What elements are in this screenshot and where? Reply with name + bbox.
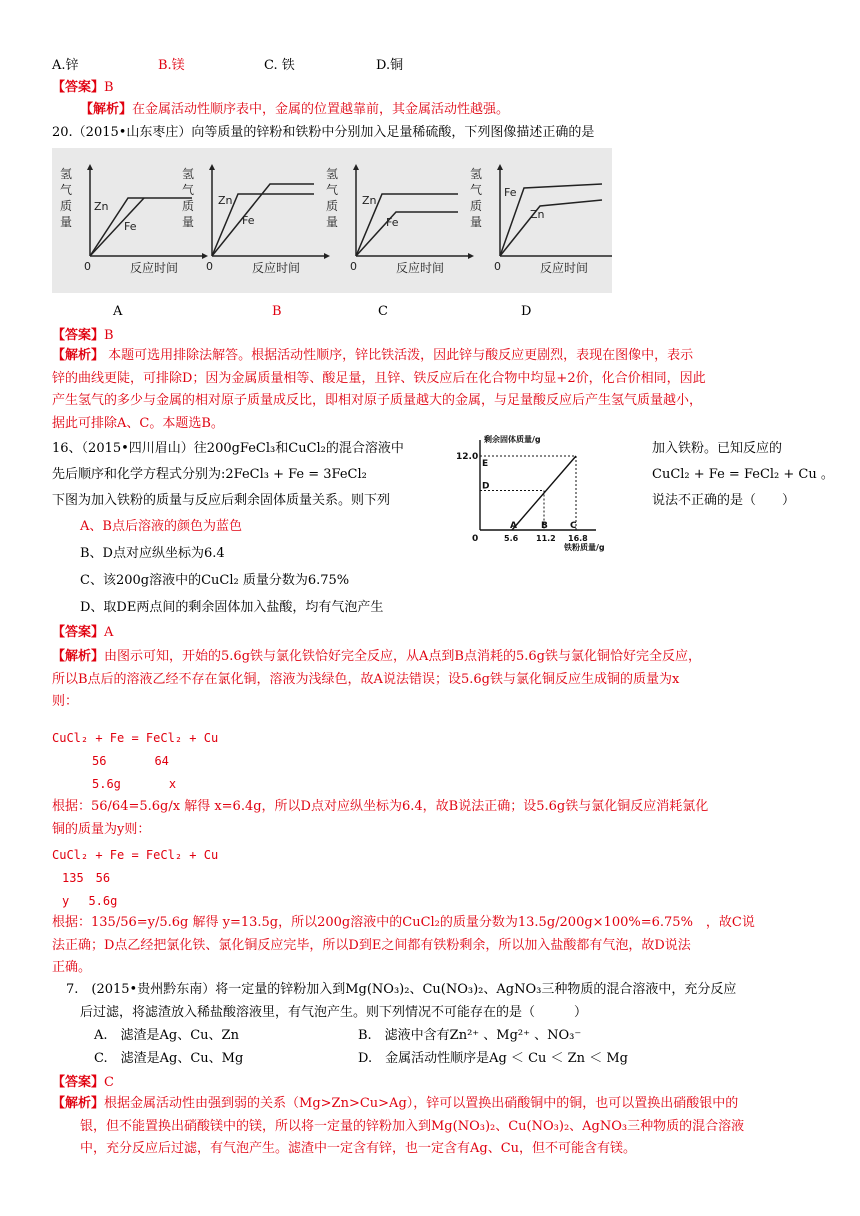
zn-label: Zn	[362, 194, 377, 207]
q7-answer	[52, 1074, 114, 1092]
x-tick-label: 5.6	[504, 534, 519, 543]
q16-equation1: CuCl₂ + Fe = FeCl₂ + Cu	[52, 731, 219, 745]
analysis-tag: 【解析】	[52, 649, 105, 664]
analysis-line: 据此可排除A、C。本题选B。	[52, 415, 224, 431]
q16-stem-line1: 16、（2015•四川眉山）往200gFeCl₃和CuCl₂的混合溶液中	[52, 441, 404, 456]
x-axis-arrow	[324, 253, 330, 259]
fe-label: Fe	[124, 220, 137, 233]
stem-line: 后过滤，将滤渣放入稀盐酸溶液里，有气泡产生。则下列情况不可能存在的是（ ）	[80, 1004, 588, 1020]
q16-equation2: CuCl₂ + Fe = FeCl₂ + Cu	[52, 848, 219, 862]
x-tick-label: 11.2	[536, 534, 556, 543]
answer-tag: 【答案】	[52, 80, 105, 95]
q16-analysis	[52, 646, 832, 714]
origin-label: 0	[494, 260, 501, 273]
analysis-line: 铜的质量为y则：	[52, 821, 151, 837]
q19-analysis	[80, 101, 509, 119]
q7-option-b: B. 滤液中含有Zn²⁺ 、Mg²⁺ 、NO₃⁻	[358, 1028, 582, 1043]
y-axis-label: 质	[326, 199, 339, 213]
analysis-line: 根据金属活动性由强到弱的关系（Mg>Zn>Cu>Ag），锌可以置换出硝酸铜中的铜，也可以置换出硝酸银中的	[104, 1096, 739, 1111]
q20-label-a: A	[113, 304, 123, 319]
origin-label: 0	[84, 260, 91, 273]
analysis-line: 正确。	[52, 960, 92, 975]
y-axis-label: 质	[470, 199, 483, 213]
analysis-line: 中，充分反应后过滤，有气泡产生。滤渣中一定含有锌，也一定含有Ag、Cu，但不可能含有镁。	[80, 1141, 637, 1156]
q16-option-a: A、B点后溶液的颜色为蓝色	[80, 519, 242, 534]
q16-stem-line3: 下图为加入铁粉的质量与反应后剩余固体质量关系。则下列	[52, 493, 391, 508]
q16-equation1-values: 5.6g x	[92, 777, 177, 791]
q16-answer	[52, 624, 113, 642]
y-axis-label: 量	[326, 215, 339, 229]
answer-value: B	[104, 328, 114, 343]
analysis-line: 银，但不能置换出硝酸镁中的镁，所以将一定量的锌粉加入到Mg(NO₃)₂、Cu(NO₃)₂、AgNO₃三种物质的混合溶液	[80, 1118, 745, 1134]
y-axis-arrow	[353, 164, 359, 170]
q16-equation2-values: y 5.6g	[62, 894, 118, 908]
q16-stem-line3-right: 说法不正确的是（ ）	[652, 493, 796, 508]
y-axis-label: 气	[470, 183, 483, 197]
q16-option-d: D、取DE两点间的剩余固体加入盐酸，均有气泡产生	[80, 600, 384, 615]
q16-analysis-2	[52, 796, 832, 841]
analysis-line: 由图示可知，开始的5.6g铁与氯化铁恰好完全反应，从A点到B点消耗的5.6g铁与氯化铜恰好完全反应，	[104, 649, 701, 664]
q19-option-b: B.镁	[158, 58, 185, 73]
y-axis-arrow	[497, 164, 503, 170]
x-tick-label: 16.8	[568, 534, 588, 543]
q7-analysis	[52, 1093, 832, 1161]
analysis-line: 则：	[52, 694, 79, 709]
y-axis-label: 剩余固体质量/g	[484, 435, 541, 444]
y-axis-label: 量	[60, 215, 73, 229]
analysis-text: 在金属活动性顺序表中，金属的位置越靠前，其金属活动性越强。	[132, 102, 510, 117]
y-axis-label: 质	[60, 199, 73, 213]
answer-value: A	[104, 625, 114, 640]
y-axis-label: 量	[470, 215, 483, 229]
analysis-tag: 【解析】	[52, 348, 105, 363]
analysis-line: 所以B点后的溶液乙经不存在氯化铜，溶液为浅绿色，故A说法错误；设5.6g铁与氯化铜反应生成铜的质量为x	[52, 671, 680, 687]
x-axis-arrow	[468, 253, 474, 259]
y-tick-label: 12.0	[456, 452, 479, 462]
analysis-tag: 【解析】	[80, 102, 133, 117]
answer-tag: 【答案】	[52, 328, 105, 343]
y-axis-arrow	[87, 164, 93, 170]
q20-graph-strip	[52, 148, 612, 293]
q7-option-a: A. 滤渣是Ag、Cu、Zn	[94, 1028, 239, 1043]
q20-answer	[52, 327, 114, 345]
q20-analysis	[52, 345, 822, 435]
x-axis-arrow	[202, 253, 208, 259]
x-axis-label: 反应时间	[540, 261, 589, 275]
q19-option-a: A.锌	[52, 58, 79, 73]
q7-stem	[66, 979, 836, 1024]
analysis-line: 产生氢气的多少与金属的相对原子质量成反比，即相对原子质量越大的金属，与足量酸反应后产生氢气质量越小，	[52, 393, 703, 408]
analysis-tag: 【解析】	[52, 1096, 105, 1111]
answer-value: B	[104, 80, 114, 95]
analysis-line: 法正确；D点乙经把氯化铁、氯化铜反应完毕，所以D到E之间都有铁粉剩余，所以加入盐酸都有气泡，故D说法	[52, 937, 691, 953]
analysis-line: 锌的曲线更陡，可排除D；因为金属质量相等、酸足量，且锌、铁反应后在化合物中均显+2价，化合价相同，因此	[52, 370, 706, 386]
q20-graphs	[52, 148, 612, 293]
y-axis-label: 气	[60, 183, 73, 197]
x-axis-label: 铁粉质量/g	[564, 543, 605, 552]
point-b-label: B	[541, 521, 548, 531]
q16-figure	[456, 432, 628, 552]
x-axis-label: 反应时间	[130, 261, 179, 275]
analysis-line: 本题可选用排除法解答。根据活动性顺序，锌比铁活泼，因此锌与酸反应更剧烈，表现在图像中，表示	[108, 348, 694, 363]
y-axis-label: 气	[326, 183, 339, 197]
zn-label: Zn	[218, 194, 233, 207]
y-axis-label: 氢	[60, 167, 73, 181]
q16-equation1-masses: 56 64	[92, 754, 169, 768]
y-axis-label: 气	[182, 183, 195, 197]
q20-label-b: B	[272, 304, 282, 319]
y-axis-label: 氢	[182, 167, 195, 181]
analysis-line: 根据：56/64=5.6g/x 解得 x=6.4g，所以D点对应纵坐标为6.4，故B说法正确；设5.6g铁与氯化铜反应消耗氯化	[52, 799, 709, 814]
x-axis-label: 反应时间	[252, 261, 301, 275]
q7-option-c: C. 滤渣是Ag、Cu、Mg	[94, 1051, 244, 1066]
answer-tag: 【答案】	[52, 1075, 105, 1090]
fe-label: Fe	[386, 216, 399, 229]
answer-tag: 【答案】	[52, 625, 105, 640]
y-axis-label: 氢	[326, 167, 339, 181]
zn-label: Zn	[94, 200, 109, 213]
origin-label: 0	[206, 260, 213, 273]
q16-stem-line1-right: 加入铁粉。已知反应的	[652, 441, 783, 456]
point-a-label: A	[510, 521, 517, 531]
q16-analysis-3	[52, 912, 832, 980]
q20-stem: 20.（2015•山东枣庄）向等质量的锌粉和铁粉中分别加入足量稀硫酸，下列图像描述正确的是	[52, 125, 595, 140]
q19-answer	[52, 79, 114, 97]
q16-equation2-masses: 135 56	[62, 871, 111, 885]
zn-label: Zn	[530, 208, 545, 221]
q16-option-b: B、D点对应纵坐标为6.4	[80, 546, 225, 561]
q19-option-c: C. 铁	[264, 58, 295, 73]
stem-line: 7. (2015•贵州黔东南）将一定量的锌粉加入到Mg(NO₃)₂、Cu(NO₃)₂、AgNO₃三种物质的混合溶液中，充分反应	[66, 982, 737, 997]
y-axis-label: 量	[182, 215, 195, 229]
fe-label: Fe	[242, 214, 255, 227]
y-axis-label: 氢	[470, 167, 483, 181]
point-e-label: E	[482, 459, 489, 469]
y-axis-label: 质	[182, 199, 195, 213]
origin-label: 0	[350, 260, 357, 273]
zn-curve	[500, 200, 602, 256]
fe-label: Fe	[504, 186, 517, 199]
q7-option-d: D. 金属活动性顺序是Ag ＜ Cu ＜ Zn ＜ Mg	[358, 1051, 628, 1066]
q20-label-d: D	[521, 304, 532, 319]
q19-option-d: D.铜	[376, 58, 404, 73]
x-axis-label: 反应时间	[396, 261, 445, 275]
q16-stem-line2: 先后顺序和化学方程式分别为:2FeCl₃ + Fe = 3FeCl₂	[52, 467, 367, 482]
point-c-label: C	[570, 521, 577, 531]
q20-label-c: C	[378, 304, 388, 319]
analysis-line: 根据：135/56=y/5.6g 解得 y=13.5g，所以200g溶液中的CuCl₂的质量分数为13.5g/200g×100%=6.75% ，故C说	[52, 915, 755, 930]
q16-option-c: C、该200g溶液中的CuCl₂ 质量分数为6.75%	[80, 573, 350, 588]
point-d-label: D	[482, 481, 490, 492]
y-axis-arrow	[209, 164, 215, 170]
origin-label: 0	[472, 534, 479, 544]
q16-stem-line2-right: CuCl₂ + Fe = FeCl₂ + Cu 。	[652, 467, 834, 482]
answer-value: C	[104, 1075, 114, 1090]
